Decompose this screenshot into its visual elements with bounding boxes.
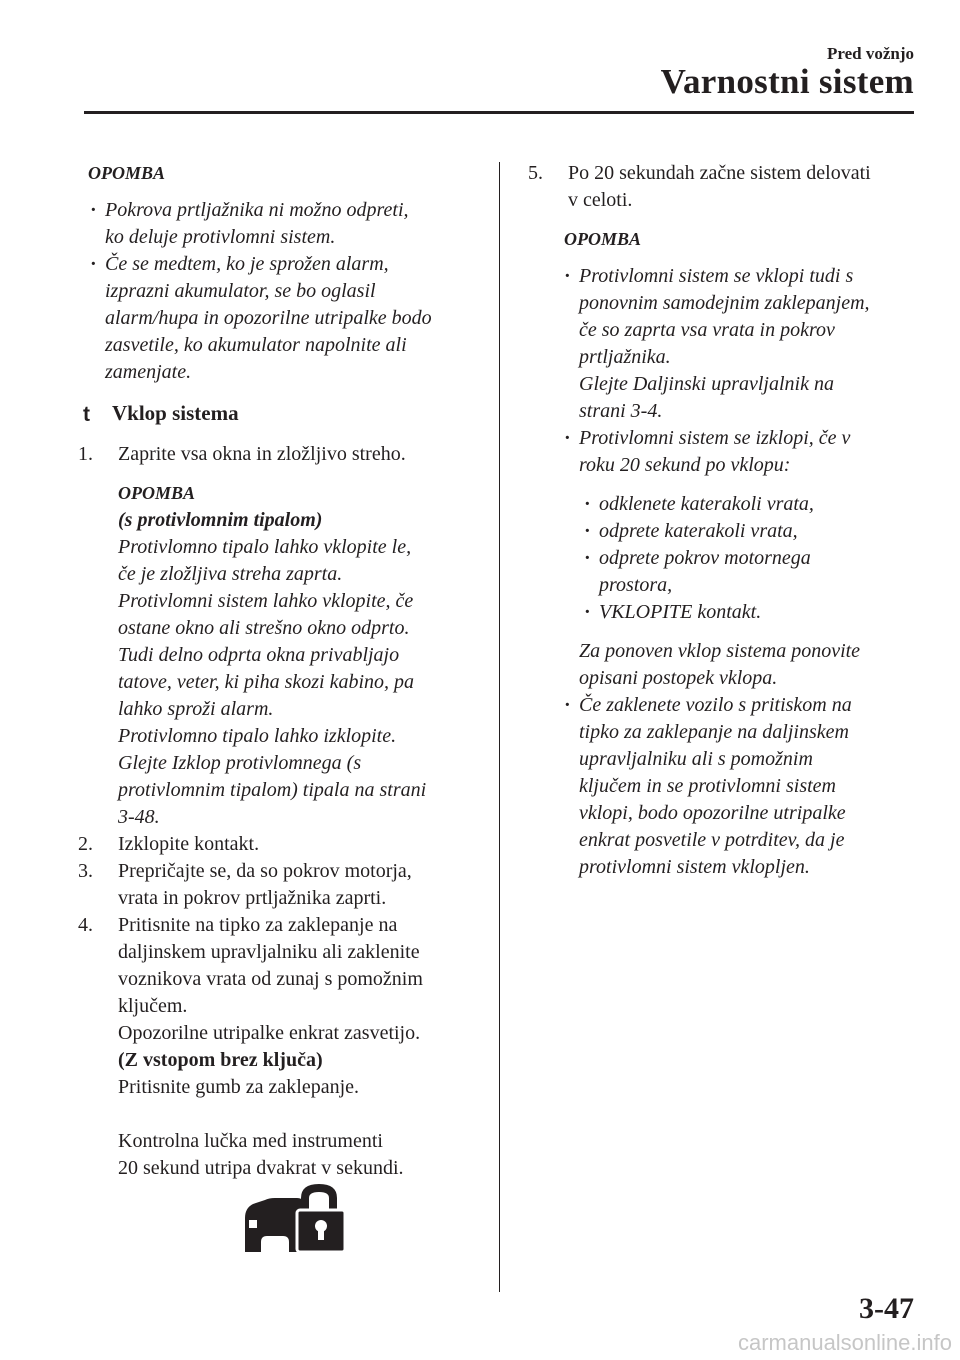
sub-bullet-item: · VKLOPITE kontakt. xyxy=(552,599,918,626)
note-title: OPOMBA xyxy=(564,229,642,249)
note-continuation: Za ponoven vklop sistema ponovite opisani postopek vklopa. xyxy=(579,640,861,689)
section-marker-icon: t xyxy=(83,403,90,426)
header-title: Varnostni sistem xyxy=(660,62,914,101)
security-indicator-car-padlock-icon xyxy=(241,1180,347,1261)
keyless-label: (Z vstopom brez ključa) xyxy=(118,1049,323,1071)
watermark: carmanualsonline.info xyxy=(737,1330,952,1355)
step-2: 2. Izklopite kontakt. xyxy=(78,833,260,855)
column-divider xyxy=(499,162,500,1292)
right-note xyxy=(552,263,918,881)
header-section: Pred vožnjo xyxy=(826,44,914,63)
page-number: 3-47 xyxy=(859,1292,914,1325)
note-bullet xyxy=(78,197,478,386)
step-3: 3. Prepričajte se, da so pokrov motorja, vrata in pokrov prtljažnika zaprti. xyxy=(78,860,412,909)
note-bullet-3: · Če zaklenete vozilo s pritiskom na tipko za zaklepanje na daljinskem upravljalniku ali s pomožnim ključem in se protivlomni sistem vklopi, bodo opozorilne utripalke enkrat posvetile v potrditev, da je protivlomni sistem vklopljen. xyxy=(552,692,918,881)
note-bullet-2: · Protivlomni sistem se izklopi, če v roku 20 sekund po vklopu: xyxy=(552,425,918,479)
note-bullet-1: · Pokrova prtljažnika ni možno odpreti, ko deluje protivlomni sistem. xyxy=(78,197,478,251)
sub-bullet-item: · odklenete katerakoli vrata, xyxy=(552,491,918,518)
sub-bullet-item: · odprete katerakoli vrata, xyxy=(552,518,918,545)
left-column xyxy=(78,160,478,1182)
step-1-note: OPOMBA (s protivlomnim tipalom) Protivlomno tipalo lahko vklopite le, če je zložljiva streha zaprta. Protivlomni sistem lahko vklopite, če ostane okno ali strešno okno odprto. Tudi delno odprta okna privabljajo tatove, veter, ki piha skozi kabino, pa lahko sproži alarm. Protivlomno tipalo lahko izklopite. Glejte Izklop protivlomnega (s protivlomnim tipalom) tipala na strani 3-48. xyxy=(118,483,427,828)
header-rule xyxy=(84,111,914,114)
step-1: 1. Zaprite vsa okna in zložljivo streho. xyxy=(78,443,406,465)
right-column xyxy=(528,160,918,881)
note-bullet-2: · Če se medtem, ko je sprožen alarm, izprazni akumulator, se bo oglasil alarm/hupa in opozorilne utripalke bodo zasvetile, ko akumulator napolnite ali zamenjate. xyxy=(78,251,478,386)
note-title: OPOMBA xyxy=(88,163,166,183)
sub-bullet-item: · odprete pokrov motornega prostora, xyxy=(552,545,918,599)
step-4: 4. Pritisnite na tipko za zaklepanje na daljinskem upravljalniku ali zaklenite voznikova vrata od zunaj s pomožnim ključem. Opozorilne utripalke enkrat zasvetijo. (Z vstopom brez ključa) Pritisnite gumb za zaklepanje. Kontrolna lučka med instrumenti 20 sekund utripa dvakrat v sekundi. xyxy=(78,912,478,1182)
sub-bullet-list xyxy=(552,491,918,626)
note-bullet-1: · Protivlomni sistem se vklopi tudi s ponovnim samodejnim zaklepanjem, če so zaprta vsa vrata in pokrov prtljažnika. Glejte Daljinski upravljalnik na strani 3-4. xyxy=(552,263,918,425)
section-heading: t Vklop sistema xyxy=(83,401,239,426)
step-5: 5. Po 20 sekundah začne sistem delovati v celoti. xyxy=(528,162,871,211)
